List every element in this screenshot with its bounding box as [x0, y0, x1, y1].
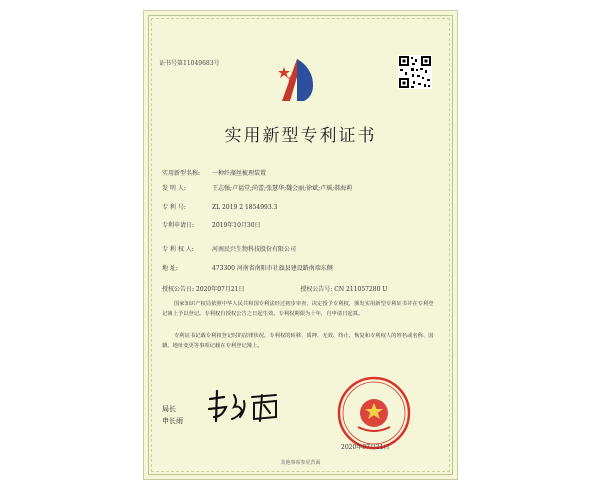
statement-paragraph-1: 国家知识产权局依照中华人民共和国专利法经过初步审查，决定授予专利权，颁发实用新型专利证书并在专利登记簿上予以登记。专利权自授权公告之日起生效。专利权期限为十年，自申请日起算。	[162, 301, 434, 317]
field-patentee: 专 利 权 人: 河南民兴生物科技股份有限公司	[162, 246, 297, 253]
official-seal-icon	[336, 375, 412, 451]
field-patent-number: 专 利 号: ZL 2019 2 1854993.3	[162, 204, 278, 211]
grant-number: CN 211057280 U	[334, 286, 388, 293]
field-inventors: 发 明 人: 王志强;卢福堂;尚蕾;张慧华;魏会丽;徐斌;卢瑶;郝海莉	[162, 185, 353, 192]
director-name: 申长雨	[162, 417, 183, 425]
grant-date: 2020年07月21日	[195, 286, 245, 293]
certificate-number: 证书号第11049683号	[159, 60, 220, 67]
certificate-paper	[143, 10, 458, 480]
field-utility-model-name: 实用新型名称: 一种纤藻丝梳理装置	[162, 170, 267, 177]
seal-date: 2020年07月21日	[341, 444, 390, 451]
director-signature-icon	[204, 387, 284, 427]
footer-note: 其他事项参见背面	[280, 460, 321, 466]
qr-code-icon	[398, 55, 432, 89]
grant-info-row: 授权公告日: 2020年07月21日 授权公告号: CN 211057280 U	[162, 286, 388, 293]
statement-paragraph-2: 专利证书记载专利权登记时的法律状况。专利权的转移、质押、无效、终止、恢复和专利权人的姓名或名称、国籍、地址变更等事项记载在专利登记簿上。	[162, 333, 434, 349]
cnipa-logo-icon	[274, 55, 320, 105]
field-application-date: 专利申请日: 2019年10月30日	[162, 222, 261, 229]
director-label: 局长	[162, 405, 176, 413]
certificate-title: 实用新型专利证书	[224, 126, 377, 146]
field-address: 地 址: 473300 河南省南阳市社旗县建设路南端东侧	[162, 265, 333, 272]
